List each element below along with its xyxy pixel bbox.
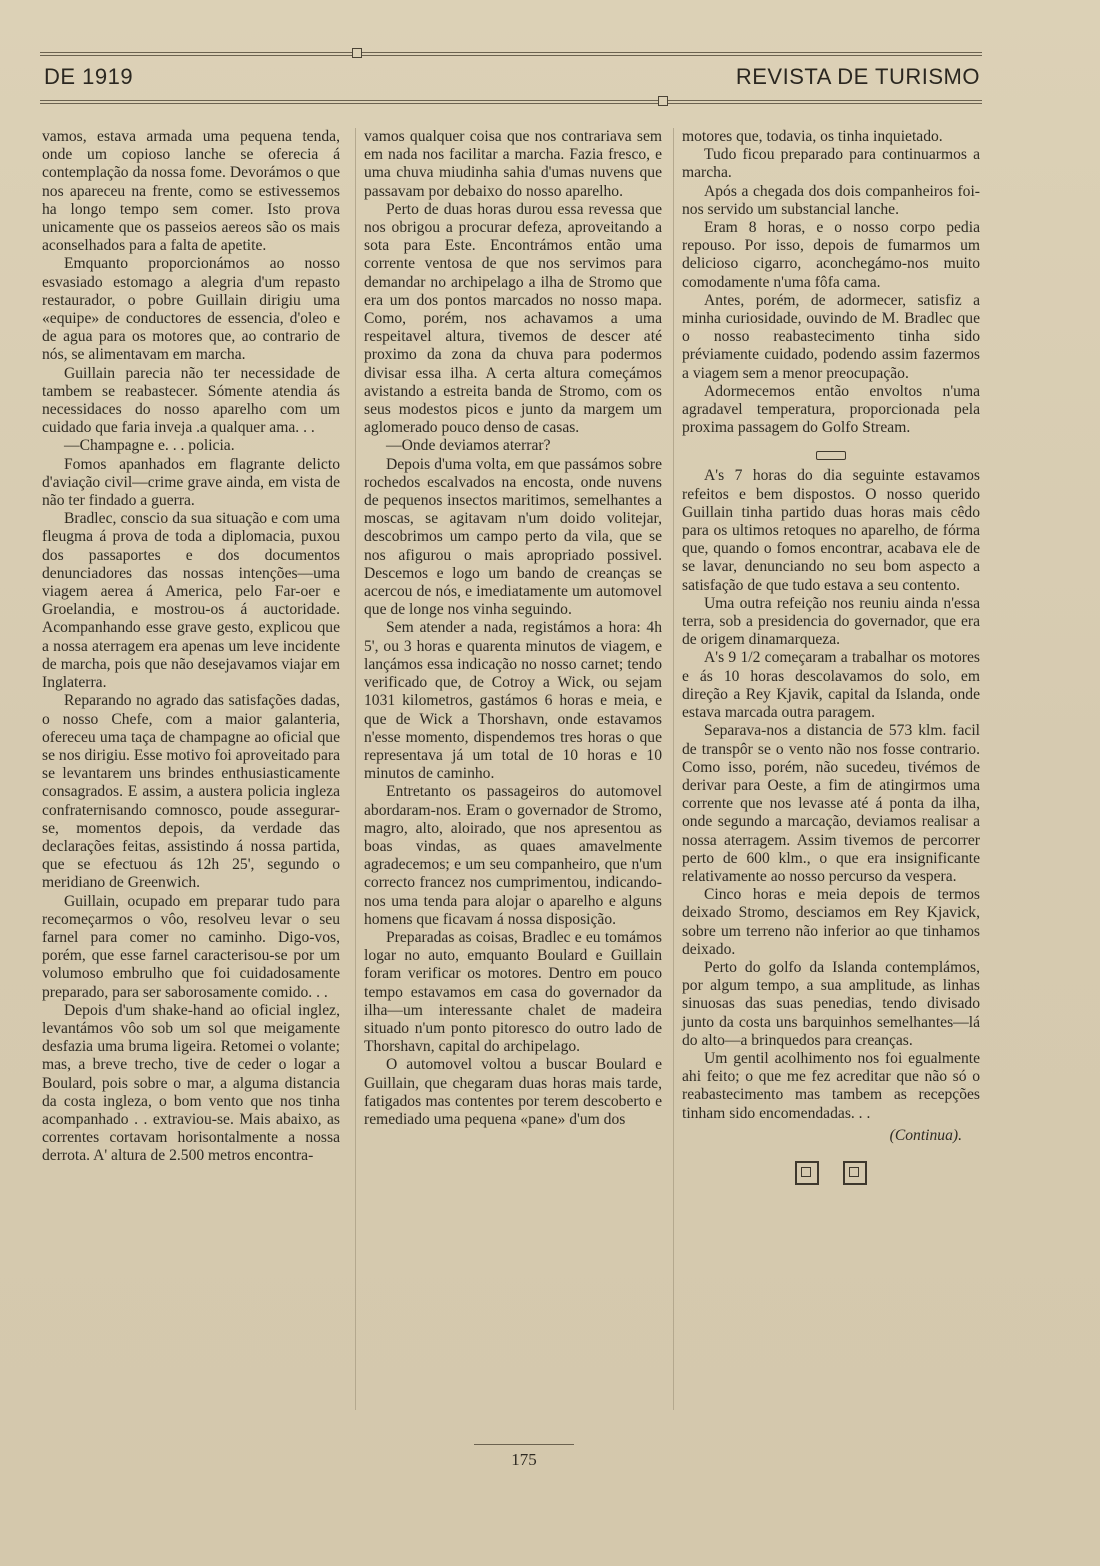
paragraph: Entretanto os passageiros do automovel abordaram-nos. Eram o governador de Stromo, magro, alto, aloirado, que nos apresentou as boas vindas, as quaes amavelmente agradecemos; e um seu companheiro, que n'um correcto francez nos cumprimentou, indicando-nos uma tenda para alojar o aparelho e alguns homens que ficavam á nossa disposição. bbox=[364, 783, 662, 928]
paragraph: Tudo ficou preparado para continuarmos a marcha. bbox=[682, 146, 980, 182]
rule-ornament-box bbox=[352, 48, 362, 58]
paragraph: Preparadas as coisas, Bradlec e eu tomámos logar no auto, emquanto Boulard e Guillain foram verificar os motores. Dentro em pouco tempo estavamos em casa do governador da ilha—um interessante chalet de madeira situado n'um ponto pitoresco do outro lado de Thorshavn, capital do archipelago. bbox=[364, 928, 662, 1056]
section-divider-ornament bbox=[682, 447, 980, 459]
column-separator bbox=[355, 128, 356, 1410]
paragraph: Um gentil acolhimento nos foi egualmente ahi feito; o que me fez acreditar que não só o reabastecimento mas tambem as recepções tinham sido encomendadas. . . bbox=[682, 1049, 980, 1122]
paragraph: vamos, estava armada uma pequena tenda, onde um copioso lanche se oferecia á contemplação da nossa fome. Devorámos o que nos apareceu na frente, como se estivessemos ha longo tempo sem comer. Isto prova unicamente que os passeios aereos são os mais aconselhados para a falta de apetite. bbox=[42, 128, 340, 255]
paragraph: Eram 8 horas, e o nosso corpo pedia repouso. Por isso, depois de fumarmos um delicioso cigarro, aconchegámo-nos muito comodamente n'uma fôfa cama. bbox=[682, 219, 980, 291]
paragraph: A's 9 1/2 começaram a trabalhar os motores e ás 10 horas descolavamos do solo, em direção a Rey Kjavik, capital da Islanda, onde estava marcada outra paragem. bbox=[682, 649, 980, 722]
end-ornament bbox=[682, 1161, 980, 1190]
paragraph: Guillain, ocupado em preparar tudo para recomeçarmos o vôo, resolveu levar o seu farnel para comer no caminho. Digo-vos, porém, que esse farnel caracterisou-se por um volumoso embrulho que foi cuidadosamente preparado, para ser saborosamente comido. . . bbox=[42, 892, 340, 1001]
text-column-1 bbox=[42, 128, 340, 1166]
paragraph: O automovel voltou a buscar Boulard e Guillain, que chegaram duas horas mais tarde, fatigados mas contentes por terem descoberto e remediado uma pequena «pane» d'um dos bbox=[364, 1056, 662, 1128]
paragraph: Após a chegada dos dois companheiros foi-nos servido um substancial lanche. bbox=[682, 182, 980, 218]
paragraph: Depois d'um shake-hand ao oficial inglez, levantámos vôo sob um sol que meigamente desfazia uma bruma ligeira. Retomei o volante; mas, a breve trecho, tive de ceder o logar a Boulard, pois sobre o mar, a alguma distancia da costa ingleza, o bom vento que nos tinha acompanhado . . extraviou-se. Mais abaixo, as correntes cortavam horisontalmente a nossa derrota. A' altura de 2.500 metros encontra- bbox=[42, 1001, 340, 1165]
text-column-3 bbox=[682, 128, 980, 1190]
paragraph: Depois d'uma volta, em que passámos sobre rochedos escalvados na encosta, onde nuvens de pequenos insectos maritimos, semelhantes a moscas, se agitavam n'um doido volitejar, descobrimos um campo perto da vila, que se nos afigurou o mais apropriado possivel. Descemos e logo um bando de creanças se acercou de nós, e imediatamente um automovel que de longe nos vinha seguindo. bbox=[364, 455, 662, 619]
paragraph: Perto do golfo da Islanda contemplámos, por algum tempo, a sua amplitude, as linhas sinuosas das suas penedias, tendo divisado junto da costa uns barquinhos semelhantes—lá do alto—a brinquedos para creanças. bbox=[682, 958, 980, 1049]
paragraph: Fomos apanhados em flagrante delicto d'aviação civil—crime grave ainda, em vista de não ter findado a guerra. bbox=[42, 455, 340, 510]
text-column-2 bbox=[364, 128, 662, 1129]
paragraph: vamos qualquer coisa que nos contrariava sem em nada nos facilitar a marcha. Fazia fresco, e uma chuva miudinha sahia d'umas nuvens que passavam por debaixo do nosso aparelho. bbox=[364, 128, 662, 200]
paragraph: Bradlec, conscio da sua situação e com uma fleugma á prova de toda a diplomacia, puxou dos passaportes e dos documentos denunciadores das nossas intenções—uma viagem aerea á America, pelo Far-oer e Groelandia, e mostrou-os á auctoridade. Acompanhando esse grave gesto, explicou que a nossa aterragem era apenas um leve incidente de marcha, pois que não desejavamos viajar em Inglaterra. bbox=[42, 510, 340, 692]
paragraph: Sem atender a nada, registámos a hora: 4h 5', ou 3 horas e quarenta minutos de viagem, e lançámos essa indicação no nosso carnet; tendo verificado que, de Cotroy a Wick, ou sejam 1031 kilometros, gastámos 6 horas e meia, e que de Wick a Thorshavn, onde estavamos n'esse momento, dispendemos tres horas o que representava já um total de 10 horas e 10 minutos de caminho. bbox=[364, 619, 662, 783]
paragraph: Guillain parecia não ter necessidade de tambem se reabastecer. Sómente atendia ás necessidaces do nosso aparelho com um cuidado que faria inveja .a qualquer ama. . . bbox=[42, 364, 340, 437]
paragraph: Reparando no agrado das satisfações dadas, o nosso Chefe, com a maior galanteria, ofereceu uma taça de champagne ao oficial que se nos dirigiu. Esse motivo foi aproveitado para se levantarem uns brindes enthusiasticamente consagrados. E assim, a austera policia ingleza confraternisando comnosco, poude assegurar-se, momentos depois, da verdade das declarações feitas, assistindo á nossa partida, que se efectuou ás 12h 25', segundo o meridiano de Greenwich. bbox=[42, 692, 340, 892]
paragraph: Cinco horas e meia depois de termos deixado Stromo, desciamos em Rey Kjavick, sobre um terreno não inferior ao que tinhamos deixado. bbox=[682, 886, 980, 958]
column-separator bbox=[673, 128, 674, 1410]
paragraph: —Onde deviamos aterrar? bbox=[386, 437, 551, 455]
header-date: DE 1919 bbox=[44, 64, 134, 89]
paragraph: Perto de duas horas durou essa revessa que nos obrigou a procurar defeza, aproveitando a sota para Este. Encontrámos então uma corrente ventosa de que nos servimos para demandar no archipelago a ilha de Stromo que era um dos pontos marcados no nosso mapa. Como, porém, nos achavamos a uma respeitavel altura, tivemos de descer até proximo da zona da chuva para podermos divisar essa ilha. A certa altura começámos avistando a estreita banda de Stromo, com os seus modestos picos e junto da margem um aglomerado pouco denso de casas. bbox=[364, 200, 662, 437]
header-title: REVISTA DE TURISMO bbox=[735, 64, 980, 89]
end-box-icon bbox=[843, 1161, 867, 1185]
paragraph: Antes, porém, de adormecer, satisfiz a minha curiosidade, ouvindo de M. Bradlec que o nosso reabastecimento tinha sido préviamente cuidado, podendo assim fazermos a viagem sem a menor preocupação. bbox=[682, 291, 980, 382]
footer-rule bbox=[474, 1444, 574, 1445]
end-box-icon bbox=[795, 1161, 819, 1185]
paragraph: Uma outra refeição nos reuniu ainda n'essa terra, sob a presidencia do governador, que era de origem dinamarqueza. bbox=[682, 594, 980, 649]
page-number: 175 bbox=[511, 1450, 537, 1469]
paragraph: Separava-nos a distancia de 573 klm. facil de transpôr se o vento não nos fosse contrario. Como isso, porém, não sucedeu, tivémos de derivar para Oeste, a fim de atingirmos uma corrente que nos levasse até á ponta da ilha, onde segundo a marcação, deviamos realisar a nossa aterragem. Assim tivemos de percorrer perto de 600 klm., o que era insignificante relativamente ao nosso percurso da vespera. bbox=[682, 722, 980, 885]
paragraph: Adormecemos então envoltos n'uma agradavel temperatura, proporcionada pela proxima passagem do Golfo Stream. bbox=[682, 382, 980, 437]
paragraph: A's 7 horas do dia seguinte estavamos refeitos e bem dispostos. O nosso querido Guillain tinha partido duas horas mais cêdo para os ultimos retoques no aparelho, de fórma que, quando o fomos encontrar, acabava ele de se lavar, denunciando no seu bom aspecto a satisfação de que tudo estava a seu contento. bbox=[682, 467, 980, 594]
paragraph: Emquanto proporcionámos ao nosso esvasiado estomago a alegria d'um repasto restaurador, o pobre Guillain dirigiu uma «equipe» de conductores de essencia, d'oleo e de agua para os motores que, ao contrario de nós, se alimentavam em marcha. bbox=[42, 255, 340, 364]
continua-note: (Continua). bbox=[889, 1126, 962, 1144]
paragraph: —Champagne e. . . policia. bbox=[64, 437, 235, 455]
running-header bbox=[44, 64, 980, 94]
paragraph: motores que, todavia, os tinha inquietado. bbox=[682, 128, 943, 145]
rule-ornament-box bbox=[658, 96, 668, 106]
